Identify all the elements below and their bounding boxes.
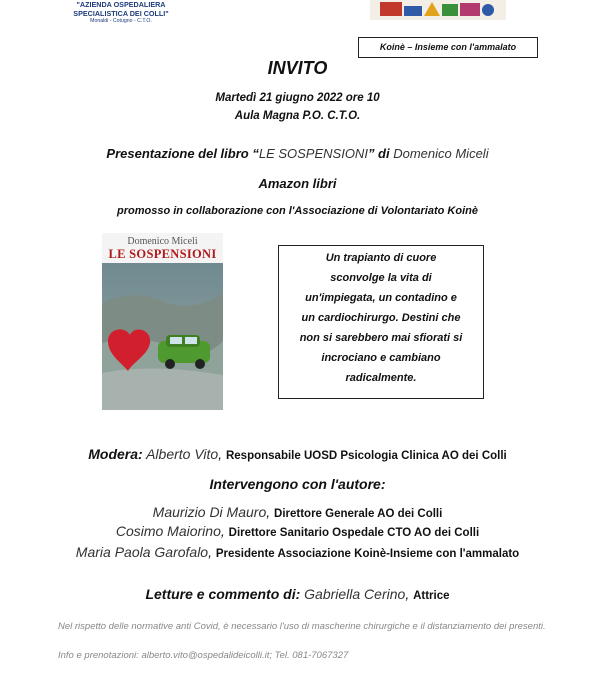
synopsis-line: radicalmente. <box>345 372 417 384</box>
presentation-book-title: LE SOSPENSIONI <box>258 146 368 161</box>
hospital-logo-line3: Monaldi - Cotugno - C.T.O. <box>90 18 152 24</box>
book-cover-illustration <box>102 263 223 410</box>
covid-note: Nel rispetto delle normative anti Covid, è necessario l'uso di mascherine chirurgiche e il distanziamento dei presenti. <box>58 621 546 632</box>
hospital-logo-line2: SPECIALISTICA DEI COLLI" <box>73 9 169 18</box>
synopsis-line: sconvolge la vita di <box>330 272 432 284</box>
presentation-author: Domenico Miceli <box>393 146 489 161</box>
speaker-line: Maurizio Di Mauro, Direttore Generale AO dei Colli <box>152 504 443 520</box>
event-date: Martedì 21 giugno 2022 ore 10 <box>215 92 380 104</box>
speaker-role: Direttore Generale AO dei Colli <box>274 508 443 520</box>
promo-line: promosso in collaborazione con l'Associazione di Volontariato Koinè <box>117 205 478 217</box>
presentation-middle: ” di <box>367 146 394 161</box>
synopsis-line: incrociano e cambiano <box>321 352 441 364</box>
readings-name: Gabriella Cerino <box>304 586 406 602</box>
moderator-name: Alberto Vito <box>146 446 219 462</box>
contact-info: Info e prenotazioni: alberto.vito@ospedalideicolli.it; Tel. 081-7067327 <box>58 650 349 661</box>
speaker-line: Cosimo Maiorino, Direttore Sanitario Ospedale CTO AO dei Colli <box>115 523 480 539</box>
synopsis-line: Un trapianto di cuore <box>325 252 437 264</box>
readings-label: Letture e commento di: <box>145 586 301 602</box>
moderator-role: Responsabile UOSD Psicologia Clinica AO dei Colli <box>225 450 507 462</box>
synopsis-line: non si sarebbero mai sfiorati si <box>299 332 463 344</box>
event-place: Aula Magna P.O. C.T.O. <box>234 110 361 122</box>
association-logo-drawing <box>370 0 506 20</box>
association-logo <box>370 0 506 20</box>
synopsis-line: un cardiochirurgo. Destini che <box>301 312 461 324</box>
speaker-name: Cosimo Maiorino <box>115 523 221 539</box>
synopsis-line: un'impiegata, un contadino e <box>305 292 457 304</box>
hospital-logo-line1: "AZIENDA OSPEDALIERA <box>76 0 166 9</box>
speaker-name: Maurizio Di Mauro <box>152 504 267 520</box>
presentation-line <box>0 146 595 161</box>
moderator-label: Modera: <box>88 446 143 462</box>
speaker-role: Direttore Sanitario Ospedale CTO AO dei Colli <box>228 527 480 539</box>
publisher: Amazon libri <box>258 176 337 191</box>
book-cover-title: LE SOSPENSIONI <box>108 247 217 261</box>
invite-title: INVITO <box>267 58 328 78</box>
book-cover-author: Domenico Miceli <box>127 236 198 247</box>
speaker-line: Maria Paola Garofalo, Presidente Associazione Koinè-Insieme con l'ammalato <box>75 544 520 560</box>
hospital-logo <box>60 0 182 30</box>
association-tagline: Koinè – Insieme con l'ammalato <box>358 37 538 58</box>
speakers-heading: Intervengono con l'autore: <box>209 476 386 492</box>
book-cover-image <box>102 233 223 410</box>
speaker-name: Maria Paola Garofalo <box>75 544 209 560</box>
readings-line: Letture e commento di: Gabriella Cerino, Attrice <box>145 586 450 602</box>
speaker-role: Presidente Associazione Koinè-Insieme con l'ammalato <box>215 548 520 560</box>
readings-role: Attrice <box>413 590 450 602</box>
moderator-line: Modera: Alberto Vito, Responsabile UOSD Psicologia Clinica AO dei Colli <box>88 446 507 462</box>
presentation-prefix: Presentazione del libro “ <box>106 146 259 161</box>
book-synopsis <box>278 245 484 399</box>
